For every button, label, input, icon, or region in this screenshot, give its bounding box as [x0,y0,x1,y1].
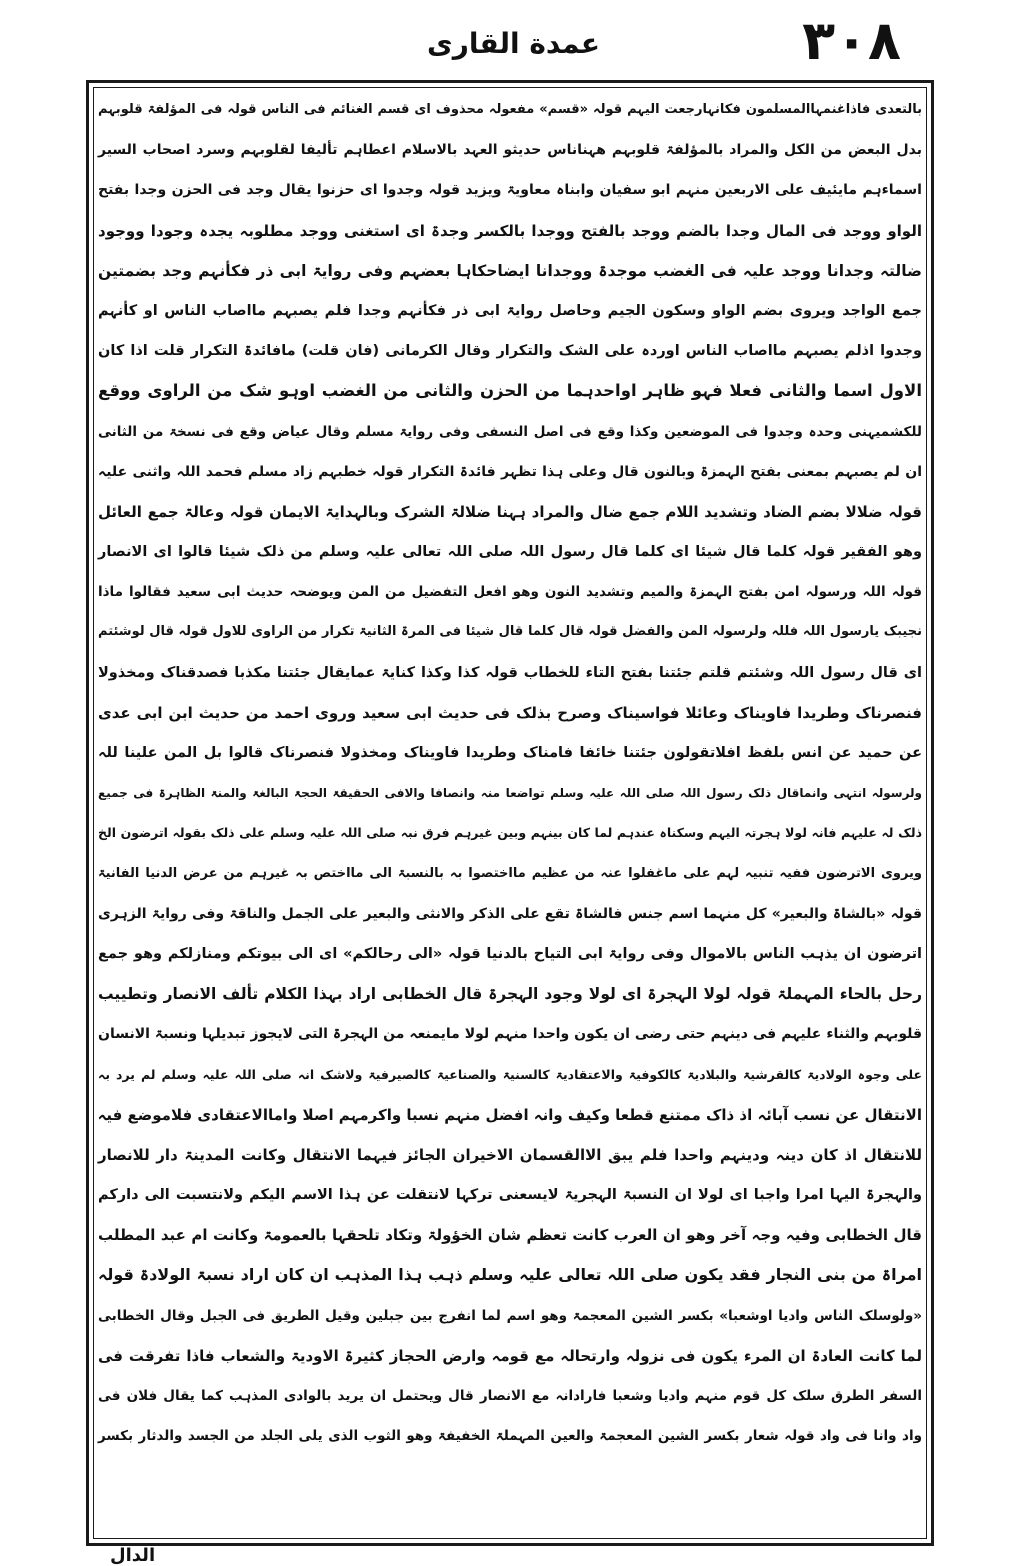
text-line: اسماءہم مایئیف علی الاربعین منہم ابو سفیان وابناہ معاویۃ ویزید قولہ وجدوا ای حزنوا یقال وجد فی الحزن وجدا بفتح [98,182,922,199]
page-number: ٣٠٨ [802,9,901,72]
text-line: قولہ ضلالا بضم الضاد وتشدید اللام جمع ضال والمراد ہہنا ضلالۃ الشرک وبالہدایۃ الایمان قولہ وعالۃ جمع العائل [98,502,922,521]
text-line: امراۃ من بنی النجار فقد یکون صلی اللہ تعالی علیہ وسلم ذہب ہذا المذہب ان کان اراد نسبۃ الولادۃ قولہ [98,1265,922,1285]
text-line: السفر الطرق سلک کل قوم منہم وادیا وشعبا فارادانہ مع الانصار قال ویحتمل ان یرید بالوادی المذہب کما یقال فلان فی [98,1388,922,1404]
text-line: الاول اسما والثانی فعلا فہو ظاہر اواحدہما من الحزن والثانی من الغضب اوہو شک من الراوی ووقع [98,381,922,401]
text-line: ان لم یصبہم بمعنی بفتح الہمزۃ وبالنون قال وعلی ہذا تظہر فائدۃ التکرار قولہ خطبہم زاد مسلم فحمد اللہ واثنی علیہ [98,463,922,480]
text-line: رحل بالحاء المہملۃ قولہ لولا الہجرۃ ای لولا وجود الہجرۃ قال الخطابی اراد بہذا الکلام تألف الانصار وتطییب [98,985,922,1004]
text-line: والہجرۃ الیہا امرا واجبا ای لولا ان النسبۃ الہجریۃ لایسعنی ترکہا لانتقلت عن ہذا الاسم الیکم ولانتسبت الی دارکم [98,1187,922,1204]
text-line: «ولوسلک الناس وادیا اوشعبا» بکسر الشین المعجمۃ وھو اسم لما انفرج بین جبلین وقیل الطریق فی الجبل وقال الخطابی [98,1307,922,1324]
text-line: للکشمیہنی وحدہ وجدوا فی الموضعین وکذا وقع فی اصل النسفی وفی روایۃ مسلم وقال عیاض وقع فی نسخۃ من الثانی [98,423,922,440]
text-line: ولرسولہ انتہی وانماقال ذلک رسول اللہ صلی اللہ علیہ وسلم تواضعا منہ وانصافا والافی الحقیقۃ الحجۃ البالغۃ والمنۃ الظاہرۃ فی جمیع [98,786,922,801]
text-line: فنصرناک وطریدا فاویناک وعائلا فواسیناک وصرح بذلک فی حدیث ابی سعید وروی احمد من حدیث ابن ابی عدی [98,703,922,722]
text-line: ویروی الاترضون ففیہ تنبیہ لہم علی ماغفلوا عنہ من عظیم مااختصوا بہ بالنسبۃ الی مااختص بہ غیرہم من عرض الدنیا الفانیۃ [98,865,923,881]
text-line: عن حمید عن انس بلفظ افلاتقولون جئتنا خائفا فامناک وطریدا فاویناک ومخذولا فنصرناک قالوا بل المن علینا للہ [98,745,922,761]
text-line: علی وجوہ الولادیۃ کالقرشیۃ والبلادیۃ کالکوفیۃ والاعتقادیۃ کالسنیۃ والصناعیۃ کالصیرفیۃ ولاشک انہ صلی اللہ علیہ وسلم لم یرد بہ [98,1066,922,1082]
text-line: بالتعدی فاذاغنمہاالمسلمون فکانہارجعت الیہم قولہ «قسم» مفعولہ محذوف ای قسم الغنائم فی الناس قولہ فی المؤلفۃ قلوبہم [98,102,922,117]
text-line: ضالتہ وجدانا ووجد علیہ فی الغضب موجدۃ ووجدانا ایضاحکاہا بعضہم وفی روایۃ ابی ذر فکأنہم وجد بضمتین [98,261,922,280]
running-header-title: عمدة القاری [427,27,600,60]
text-line: الانتقال عن نسب آبائہ اذ ذاک ممتنع قطعا وکیف وانہ افضل منہم نسبا واکرمہم اصلا واماالاعتقادی فلاموضع فیہ [97,1105,922,1124]
text-line: للانتقال اذ کان دینہ ودینہم واحدا فلم یبق الاالقسمان الاخیران الجائز فیہما الانتقال وکانت المدینۃ دار للانصار [98,1145,922,1164]
text-line: واد وانا فی واد قولہ شعار بکسر الشین المعجمۃ والعین المہملۃ الخفیفۃ وھو الثوب الذی یلی الجلد من الجسد والدثار بکسر [98,1428,922,1445]
text-line: بدل البعض من الکل والمراد بالمؤلفۃ قلوبہم ھہناناس حدیثو العہد بالاسلام اعطاہم تألیفا لقلوبہم وسرد اصحاب السیر [98,142,922,159]
text-line: قلوبہم والثناء علیہم فی دینہم حتی رضی ان یکون واحدا منہم لولا مایمنعہ من الہجرۃ التی لایجوز تبدیلہا ونسبۃ الانسان [98,1026,922,1043]
text-line: قولہ اللہ ورسولہ امن بفتح الہمزۃ والمیم وتشدید النون وھو افعل التفضیل من المن ویوضحہ حدیث ابی سعید فقالوا ماذا [98,584,922,601]
text-line: جمع الواجد ویروی بضم الواو وسکون الجیم وحاصل روایۃ ابی ذر فکأنہم وجدا فلم یصبہم مااصاب الناس او کأنہم [98,302,922,319]
text-line: وجدوا اذلم یصبہم مااصاب الناس اوردہ علی الشک والتکرار وقال الکرمانی (فان قلت) مافائدۃ التکرار قلت اذا کان [98,343,922,360]
text-line: لما کانت العادۃ ان المرء یکون فی نزولہ وارتحالہ مع قومہ وارض الحجاز کثیرۃ الاودیۃ والشعاب فاذا تفرقت فی [98,1346,922,1365]
text-line: قولہ «بالشاۃ والبعیر» کل منہما اسم جنس فالشاۃ تقع علی الذکر والانثی والبعیر علی الجمل والناقۃ وفی روایۃ الزہری [98,905,922,922]
text-line: نجیبک یارسول اللہ فللہ ولرسولہ المن والفضل قولہ قال کلما قال شیئا فی المرۃ الثانیۃ تکرار من الراوی للاول قولہ قال لوشئتم [98,624,922,640]
text-line: ذلک لہ علیہم فانہ لولا ہجرتہ الیہم وسکناہ عندہم لما کان بینہم وبین غیرہم فرق نبہ صلی اللہ علیہ وسلم علی ذلک بقولہ اترضون الخ [98,825,922,841]
text-line: اترضون ان یذہب الناس بالاموال وفی روایۃ ابی التیاح بالدنیا قولہ «الی رحالکم» ای الی بیوتکم ومنازلکم وھو جمع [98,945,922,962]
body-text-block [92,90,928,1540]
text-line: ای قال رسول اللہ وشئتم قلتم جئتنا بفتح التاء للخطاب قولہ کذا وکذا کنایۃ عمایقال جئتنا مکذبا فصدقناک ومخذولا [98,664,922,681]
text-line: الواو ووجد فی المال وجدا بالضم ووجد بالفتح ووجدا بالکسر وجدۃ ای استغنی ووجد مطلوبہ یجدہ وجودا ووجود [98,221,922,240]
text-line: قال الخطابی وفیہ وجہ آخر وھو ان العرب کانت تعظم شان الخؤولۃ وتکاد تلحقہا بالعمومۃ وکانت ام عبد المطلب [98,1226,922,1245]
text-line: وھو الفقیر قولہ کلما قال شیئا ای کلما قال رسول اللہ صلی اللہ تعالی علیہ وسلم من ذلک شیئا قالوا ای الانصار [98,544,922,561]
catchword: الدال [110,1545,156,1566]
